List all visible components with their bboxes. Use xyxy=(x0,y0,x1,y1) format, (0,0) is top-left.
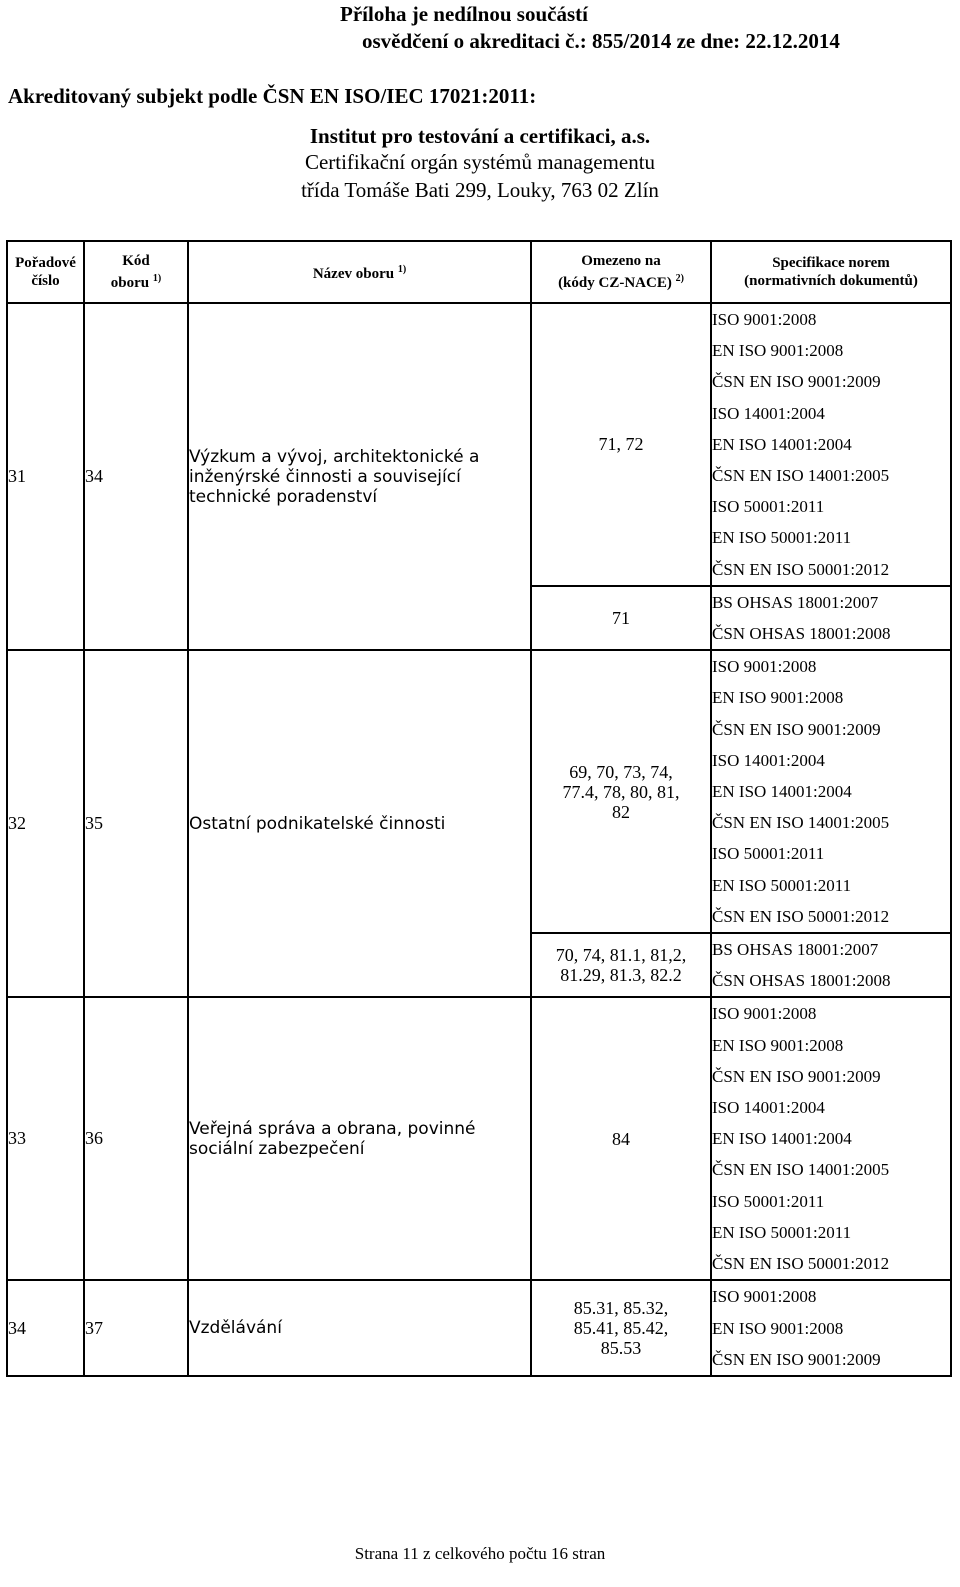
field-name: Ostatní podnikatelské činnosti xyxy=(188,650,531,997)
standard-item: BS OHSAS 18001:2007 xyxy=(712,592,879,612)
field-name: Výzkum a vývoj, architektonické a inženýrské činnosti a související technické poradenství xyxy=(188,303,531,650)
row-number: 31 xyxy=(7,303,84,650)
standard-item: ČSN EN ISO 9001:2009 xyxy=(712,372,881,392)
standard-item: ČSN EN ISO 50001:2012 xyxy=(712,1254,890,1274)
col-header-code-line1: Kód xyxy=(122,253,150,269)
accredited-subject-heading: Akreditovaný subjekt podle ČSN EN ISO/IEC 17021:2011: xyxy=(8,84,537,108)
certification-body-name: Certifikační orgán systémů managementu xyxy=(304,150,656,174)
table-row xyxy=(7,303,951,586)
col-header-name xyxy=(188,241,531,303)
standard-item: ISO 50001:2011 xyxy=(712,497,825,517)
standards-list xyxy=(711,586,951,650)
col-header-spec-line2: (normativních dokumentů) xyxy=(744,273,918,289)
nace-limit: 71 xyxy=(531,586,711,650)
nace-limit: 71, 72 xyxy=(531,303,711,586)
col-header-limit-footnote: 2) xyxy=(675,273,684,284)
col-header-name-footnote: 1) xyxy=(397,264,407,275)
standard-item: ČSN EN ISO 9001:2009 xyxy=(712,1349,881,1369)
nace-limit xyxy=(531,933,711,997)
standard-item: ISO 14001:2004 xyxy=(712,1098,825,1118)
standards-list xyxy=(711,303,951,586)
standard-item: ISO 14001:2004 xyxy=(712,750,825,770)
nace-limit-text: 69, 70, 73, 74, 77.4, 78, 80, 81, 82 xyxy=(562,761,680,822)
standard-item: ČSN OHSAS 18001:2008 xyxy=(712,624,891,644)
field-name: Veřejná správa a obrana, povinné sociální zabezpečení xyxy=(188,997,531,1280)
standard-item: EN ISO 9001:2008 xyxy=(712,1035,844,1055)
standard-item: EN ISO 14001:2004 xyxy=(712,1129,852,1149)
standard-item: BS OHSAS 18001:2007 xyxy=(712,940,879,960)
col-header-limit-line2: (kódy CZ-NACE) xyxy=(558,275,672,291)
standard-item: ČSN OHSAS 18001:2008 xyxy=(712,971,891,991)
standard-item: ISO 50001:2011 xyxy=(712,844,825,864)
standard-item: ISO 9001:2008 xyxy=(712,1287,817,1307)
standard-item: ČSN EN ISO 9001:2009 xyxy=(712,1066,881,1086)
nace-limit-text: 85.31, 85.32, 85.41, 85.42, 85.53 xyxy=(573,1298,669,1359)
table-row xyxy=(7,997,951,1280)
col-header-code-footnote: 1) xyxy=(152,273,162,284)
nace-limit xyxy=(531,650,711,933)
col-header-spec xyxy=(711,241,951,303)
standard-item: EN ISO 50001:2011 xyxy=(712,528,852,548)
col-header-spec-line1: Specifikace norem xyxy=(772,255,890,271)
standards-list xyxy=(711,997,951,1280)
standard-item: EN ISO 14001:2004 xyxy=(712,782,852,802)
table-header-row xyxy=(7,241,951,303)
nace-limit: 84 xyxy=(531,997,711,1280)
field-code: 37 xyxy=(84,1280,188,1376)
row-number: 32 xyxy=(7,650,84,997)
table-row xyxy=(7,650,951,933)
nace-limit xyxy=(531,1280,711,1376)
nace-limit-text: 70, 74, 81.1, 81,2, 81.29, 81.3, 82.2 xyxy=(555,945,687,986)
annex-note-line1: Příloha je nedílnou součástí xyxy=(340,2,588,26)
col-header-code-line2: oboru xyxy=(110,275,150,291)
standard-item: ČSN EN ISO 50001:2012 xyxy=(712,906,890,926)
standards-list xyxy=(711,650,951,933)
col-header-order-line1: Pořadové xyxy=(15,255,76,271)
standard-item: EN ISO 9001:2008 xyxy=(712,341,844,361)
standard-item: ČSN EN ISO 14001:2005 xyxy=(712,1160,890,1180)
standard-item: ISO 50001:2011 xyxy=(712,1191,825,1211)
col-header-order xyxy=(7,241,84,303)
col-header-order-line2: číslo xyxy=(31,273,60,289)
standards-list xyxy=(711,933,951,997)
standard-item: EN ISO 50001:2011 xyxy=(712,1222,852,1242)
row-number: 34 xyxy=(7,1280,84,1376)
col-header-code xyxy=(84,241,188,303)
annex-note-line2: osvědčení o akreditaci č.: 855/2014 ze dne: 22.12.2014 xyxy=(362,29,840,53)
col-header-limit-line1: Omezeno na xyxy=(581,253,661,269)
table-row xyxy=(7,1280,951,1376)
standard-item: EN ISO 9001:2008 xyxy=(712,688,844,708)
standard-item: ISO 14001:2004 xyxy=(712,403,825,423)
standard-item: ČSN EN ISO 50001:2012 xyxy=(712,559,890,579)
standard-item: ČSN EN ISO 9001:2009 xyxy=(712,719,881,739)
standard-item: ISO 9001:2008 xyxy=(712,310,817,329)
field-code: 34 xyxy=(84,303,188,650)
standard-item: ČSN EN ISO 14001:2005 xyxy=(712,466,890,486)
standards-list xyxy=(711,1280,951,1376)
standard-item: EN ISO 14001:2004 xyxy=(712,434,852,454)
institute-address: třída Tomáše Bati 299, Louky, 763 02 Zlín xyxy=(301,178,659,202)
field-name: Vzdělávání xyxy=(188,1280,531,1376)
page-footer: Strana 11 z celkového počtu 16 stran xyxy=(354,1544,606,1563)
standard-item: ČSN EN ISO 14001:2005 xyxy=(712,813,890,833)
field-code: 35 xyxy=(84,650,188,997)
standard-item: EN ISO 50001:2011 xyxy=(712,875,852,895)
standard-item: ISO 9001:2008 xyxy=(712,657,817,677)
field-code: 36 xyxy=(84,997,188,1280)
standard-item: EN ISO 9001:2008 xyxy=(712,1318,844,1338)
scope-table xyxy=(6,240,952,1377)
col-header-name-text: Název oboru xyxy=(312,266,395,282)
institute-name: Institut pro testování a certifikaci, a.s. xyxy=(309,124,651,148)
col-header-limit xyxy=(531,241,711,303)
standard-item: ISO 9001:2008 xyxy=(712,1004,817,1024)
row-number: 33 xyxy=(7,997,84,1280)
